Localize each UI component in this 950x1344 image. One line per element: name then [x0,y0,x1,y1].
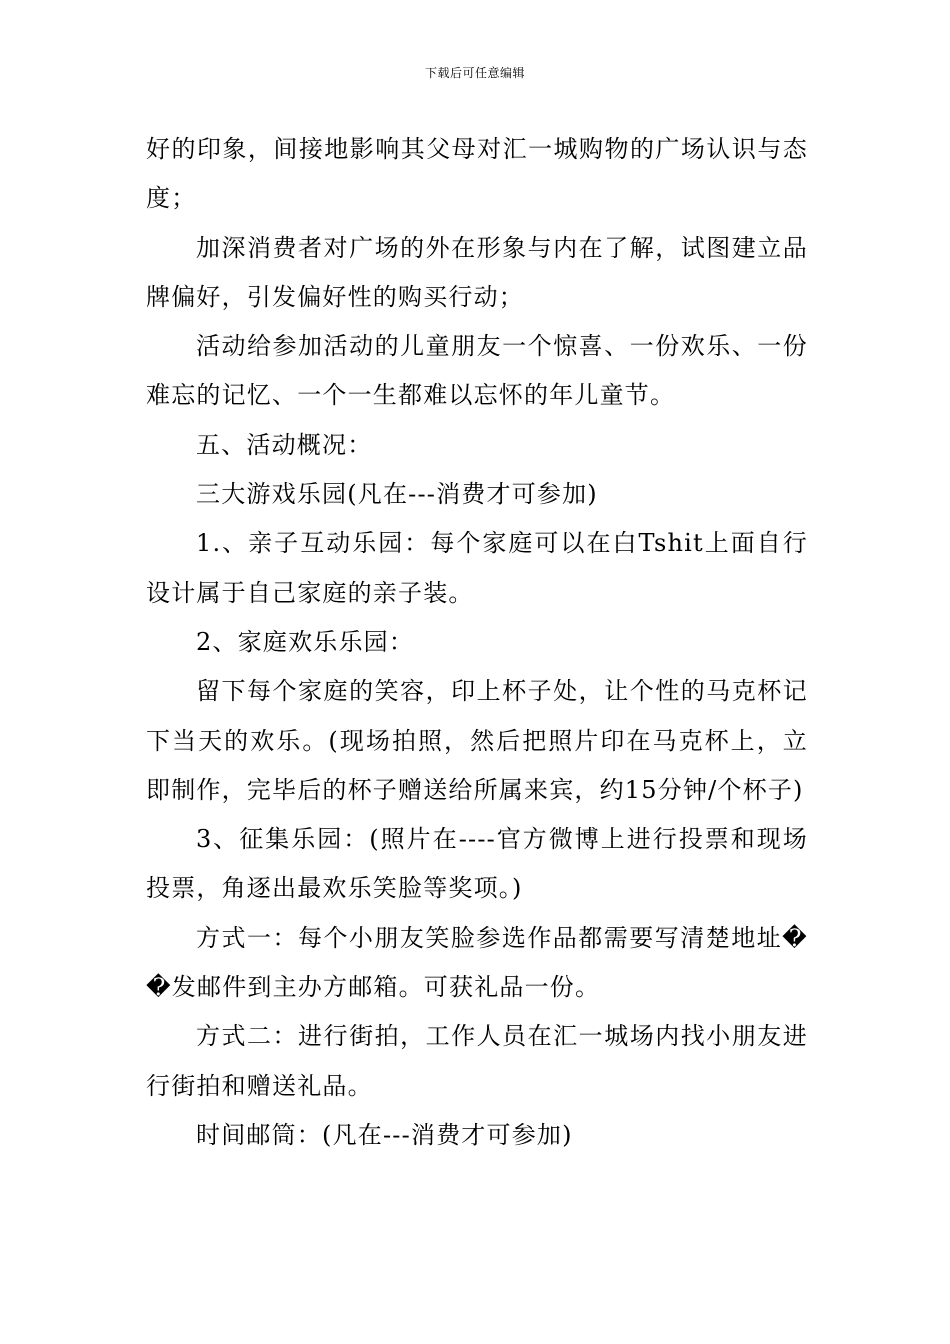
paragraph-mug-photo: 留下每个家庭的笑容，印上杯子处，让个性的马克杯记下当天的欢乐。(现场拍照，然后把照片印在马克杯上，立即制作，完毕后的杯子赠送给所属来宾，约15分钟/个杯子) [146,677,808,804]
paragraph-method-one: 方式一：每个小朋友笑脸参选作品都需要写清楚地址��发邮件到主办方邮箱。可获礼品一份。 [146,923,808,1002]
list-item-family-joy-park: 2、家庭欢乐乐园： [196,627,415,656]
paragraph-three-parks: 三大游戏乐园(凡在---消费才可参加) [196,480,598,509]
paragraph-children-surprise: 活动给参加活动的儿童朋友一个惊喜、一份欢乐、一份难忘的记忆、一个一生都难以忘怀的年儿童节。 [146,332,808,410]
list-item-parent-child-park: 1.、亲子互动乐园：每个家庭可以在白Tshit上面自行设计属于自己家庭的亲子装。 [146,529,808,607]
paragraph-brand-preference: 加深消费者对广场的外在形象与内在了解，试图建立品牌偏好，引发偏好性的购买行动； [146,233,808,311]
paragraph-time-mailbox: 时间邮筒：(凡在---消费才可参加) [196,1120,573,1149]
paragraph-method-two: 方式二：进行街拍，工作人员在汇一城场内找小朋友进行街拍和赠送礼品。 [146,1022,808,1100]
list-item-collection-park: 3、征集乐园：(照片在----官方微博上进行投票和现场投票，角逐出最欢乐笑脸等奖项。) [146,825,808,903]
document-body [146,125,808,1160]
paragraph-impression: 好的印象，间接地影响其父母对汇一城购物的广场认识与态度； [146,135,808,213]
section-heading-activity-overview: 五、活动概况： [196,430,373,459]
page-header-note: 下载后可任意编辑 [424,66,525,80]
